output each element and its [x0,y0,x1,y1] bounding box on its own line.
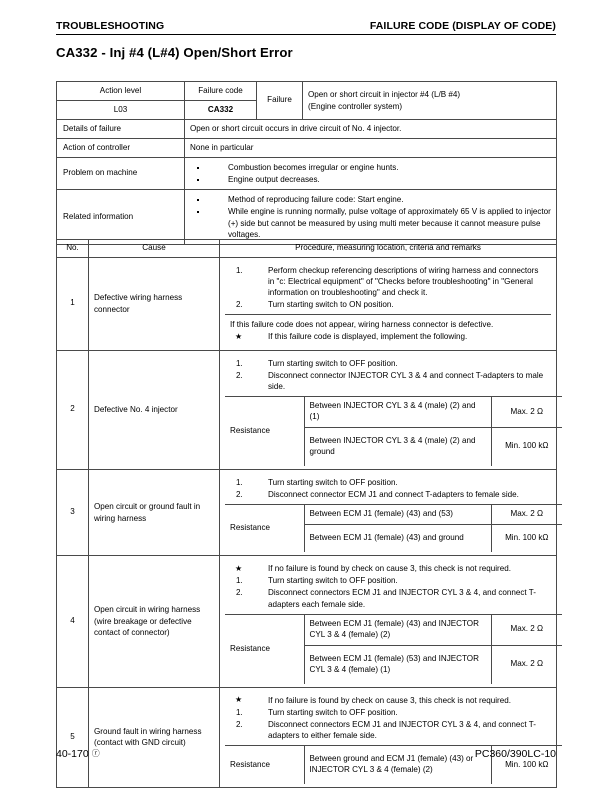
col-header-cause: Cause [89,240,220,258]
measurement-criteria: Max. 2 Ω [491,614,562,645]
failure-code-header: Failure code [185,82,257,101]
procedure-steps [225,354,562,397]
list-item: Method of reproducing failure code: Start engine. [190,194,551,205]
header-right-title: FAILURE CODE (DISPLAY OF CODE) [369,20,556,32]
step-list [230,477,557,500]
list-item: Disconnect connectors ECM J1 and INJECTOR CYL 3 & 4, and connect T-adapters each female side. [268,588,536,609]
procedure-steps [225,473,562,505]
cause-description: Defective No. 4 injector [89,350,220,469]
step-list [230,358,557,392]
table-row [57,687,557,788]
table-row [57,190,557,245]
revision-mark-icon: ⓡ [91,749,100,758]
measurement-between: Between ECM J1 (female) (43) and (53) [304,505,491,525]
failure-header: Failure [257,82,303,120]
problem-on-machine-label: Problem on machine [57,158,185,190]
measurement-between: Between ECM J1 (female) (43) and ground [304,525,491,553]
procedure-inner-table [225,691,562,785]
resistance-label: Resistance [225,397,304,466]
list-item: Turn starting switch to OFF position. [268,358,398,368]
related-information-label: Related information [57,190,185,245]
list-item: Turn starting switch to OFF position. [268,707,398,717]
table-row [57,120,557,139]
action-level-value: L03 [57,101,185,120]
cause-description: Ground fault in wiring harness (contact with GND circuit) [89,687,220,788]
table-row [57,556,557,687]
list-item: Turn starting switch to OFF position. [268,477,398,487]
list-item: Combustion becomes irregular or engine hunts. [190,162,551,173]
cause-no: 1 [57,257,89,350]
resistance-label: Resistance [225,614,304,683]
header-left-title: TROUBLESHOOTING [56,20,165,32]
failure-description-line2: (Engine controller system) [308,101,403,111]
details-of-failure-value: Open or short circuit occurs in drive circuit of No. 4 injector. [185,120,557,139]
related-information-value [185,190,557,245]
failure-description [303,82,557,120]
note-star: ★ If this failure code is displayed, implement the following. [230,331,546,342]
procedure-inner-table [225,473,562,552]
cause-no: 5 [57,687,89,788]
measurement-criteria: Min. 100 kΩ [491,427,562,466]
table-row [57,257,557,350]
procedure-cell [220,556,557,687]
col-header-procedure: Procedure, measuring location, criteria and remarks [220,240,557,258]
note-plain: If this failure code does not appear, wiring harness connector is defective. [230,320,494,330]
cause-description: Defective wiring harness connector [89,257,220,350]
cause-no: 3 [57,469,89,555]
details-of-failure-label: Details of failure [57,120,185,139]
procedure-cell [220,257,557,350]
action-of-controller-label: Action of controller [57,139,185,158]
step-list [230,575,557,609]
page-number: 40-170 [56,748,89,760]
running-header [56,20,556,35]
procedure-inner-table [225,354,562,466]
measurement-criteria: Max. 2 Ω [491,505,562,525]
measurement-between: Between INJECTOR CYL 3 & 4 (male) (2) and (1) [304,397,491,428]
procedure-steps [225,691,562,746]
cause-procedure-table [56,239,557,788]
list-item: Engine output decreases. [190,174,551,185]
procedure-notes [225,315,551,347]
procedure-steps [225,261,551,315]
procedure-inner-table [225,559,562,683]
list-item: Turn starting switch to ON position. [268,300,394,310]
page-title: CA332 - Inj #4 (L#4) Open/Short Error [56,45,293,60]
measurement-criteria: Max. 2 Ω [491,645,562,684]
resistance-label: Resistance [225,505,304,552]
failure-code-value: CA332 [185,101,257,120]
note-star: ★ If no failure is found by check on cause 3, this check is not required. [230,695,557,706]
action-level-header: Action level [57,82,185,101]
procedure-cell [220,469,557,555]
list-item: Turn starting switch to OFF position. [268,576,398,586]
table-row [57,158,557,190]
list-item: Perform checkup referencing descriptions of wiring harness and connectors in "c: Electrical equipment" of "Checks before troubleshooting" in "General information on troubleshooting" and check it. [268,265,539,297]
measurement-between: Between ground and ECM J1 (female) (43) or INJECTOR CYL 3 & 4 (female) (2) [304,746,491,785]
list-item: Disconnect connectors ECM J1 and INJECTOR CYL 3 & 4, and connect T-adapters to either female side. [268,719,536,741]
action-of-controller-value: None in particular [185,139,557,158]
measurement-criteria: Min. 100 kΩ [491,746,562,785]
procedure-cell [220,687,557,788]
procedure-cell [220,350,557,469]
failure-summary-table [56,81,557,245]
procedure-steps [225,559,562,614]
cause-description: Open circuit in wiring harness (wire breakage or defective contact of connector) [89,556,220,687]
resistance-label: Resistance [225,746,304,785]
measurement-between: Between ECM J1 (female) (43) and INJECTOR CYL 3 & 4 (female) (2) [304,614,491,645]
measurement-between: Between INJECTOR CYL 3 & 4 (male) (2) and ground [304,427,491,466]
problem-on-machine-value [185,158,557,190]
procedure-inner-table [225,261,551,347]
measurement-criteria: Min. 100 kΩ [491,525,562,553]
list-item: Disconnect connector INJECTOR CYL 3 & 4 and connect T-adapters to male side. [268,370,544,391]
cause-no: 2 [57,350,89,469]
step-list [230,707,557,741]
cause-description: Open circuit or ground fault in wiring harness [89,469,220,555]
table-row [57,82,557,101]
cause-no: 4 [57,556,89,687]
list-item: While engine is running normally, pulse voltage of approximately 65 V is applied to injector (+) side but cannot be measured by using multi meter because it cannot measure pulse voltages. [190,206,551,239]
related-list [185,190,556,244]
col-header-no: No. [57,240,89,258]
model-designation: PC360/390LC-10 [474,748,556,760]
footer-left [56,748,100,760]
table-header-row [57,240,557,258]
failure-description-line1: Open or short circuit in injector #4 (L/B #4) [308,90,461,100]
problem-list [185,158,556,189]
note-star: ★ If no failure is found by check on cause 3, this check is not required. [230,563,557,574]
table-row [57,139,557,158]
table-row [57,469,557,555]
page-footer [56,748,556,760]
step-list [230,265,546,311]
table-row [57,350,557,469]
measurement-criteria: Max. 2 Ω [491,397,562,428]
measurement-between: Between ECM J1 (female) (53) and INJECTOR CYL 3 & 4 (female) (1) [304,645,491,684]
list-item: Disconnect connector ECM J1 and connect T-adapters to female side. [268,490,519,500]
